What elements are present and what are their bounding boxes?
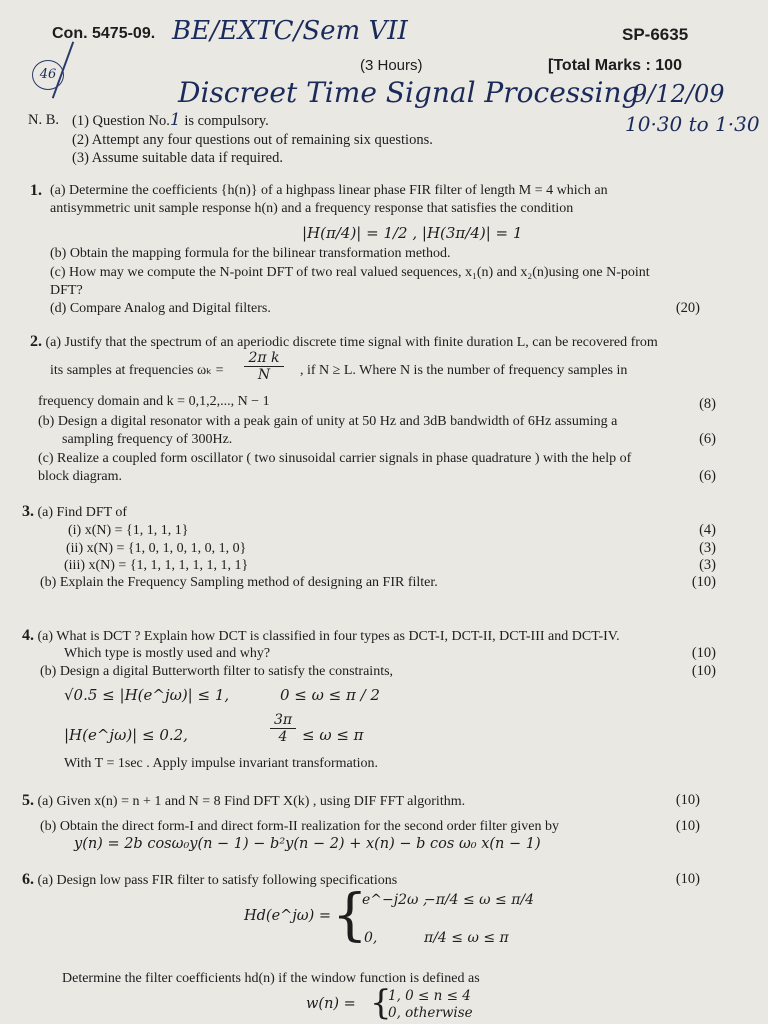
q6-hd-case2-value: 0, (364, 930, 378, 946)
q2-b-line2: sampling frequency of 300Hz. (62, 432, 233, 447)
q6-window-case1: 1, 0 ≤ n ≤ 4 (388, 988, 471, 1004)
q4-constraint-2: |H(e^jω)| ≤ 0.2, (64, 726, 188, 744)
q4-a-line2: Which type is mostly used and why? (64, 646, 271, 661)
q3-a-text: (a) Find DFT of (37, 505, 128, 520)
q5-b-equation: y(n) = 2b cosω₀y(n − 1) − b²y(n − 2) + x(n) − b cos ω₀ x(n − 1) (74, 836, 541, 852)
q6-window-label: w(n) = (306, 996, 356, 1012)
q4-a-line1 (22, 627, 620, 646)
q1-number: 1. (30, 182, 42, 199)
q5-a-text: (a) Given x(n) = n + 1 and N = 8 Find DFT X(k) , using DIF FFT algorithm. (37, 794, 466, 809)
q4-a-marks: (10) (691, 645, 716, 661)
q2-a-marks: (8) (699, 396, 716, 412)
exam-duration: (3 Hours) (360, 57, 423, 74)
note-1-text-a: (1) Question No. (72, 113, 170, 129)
exam-code: Con. 5475-09. (52, 25, 156, 42)
q2-fraction-num: 2π k (244, 350, 284, 367)
q2-c-line1: (c) Realize a coupled form oscillator ( two sinusoidal carrier signals in phase quadrature ) with the help of (38, 451, 632, 466)
q3-i-marks: (4) (699, 522, 716, 538)
q3-iii-marks: (3) (699, 557, 716, 573)
q5-a-marks: (10) (675, 792, 700, 808)
q5-b-marks: (10) (675, 818, 700, 834)
q1-b: (b) Obtain the mapping formula for the bilinear transformation method. (50, 246, 451, 261)
note-1-number: 1 (169, 110, 181, 130)
q1-a-line1: (a) Determine the coefficients {h(n)} of a highpass linear phase FIR filter of length M = 4 which an (50, 183, 608, 198)
note-3: (3) Assume suitable data if required. (72, 150, 283, 166)
q4-constraint-2-range: ≤ ω ≤ π (302, 726, 364, 744)
q1-a-condition: |H(π/4)| = 1/2 , |H(3π/4)| = 1 (302, 224, 523, 242)
exam-time-handwritten: 10·30 to 1·30 (625, 112, 760, 136)
q4-constraint-1: √0.5 ≤ |H(e^jω)| ≤ 1, (64, 686, 230, 704)
q6-number: 6. (22, 871, 34, 888)
q6-hd-label: Hd(e^jω) = (244, 908, 332, 924)
q4-fraction (270, 712, 296, 745)
q2-b-marks: (6) (699, 431, 716, 447)
note-1-text-b: is compulsory. (180, 113, 269, 129)
q6-window-case2: 0, otherwise (388, 1005, 473, 1021)
q4-fraction-num: 3π (270, 712, 296, 729)
total-marks: [Total Marks : 100 (548, 57, 682, 74)
q2-b-line1: (b) Design a digital resonator with a peak gain of unity at 50 Hz and 3dB bandwidth of 6Hz assuming a (38, 414, 618, 429)
course-handwritten: BE/EXTC/Sem VII (172, 16, 408, 46)
note-2: (2) Attempt any four questions out of remaining six questions. (72, 132, 433, 148)
q3-number: 3. (22, 503, 34, 520)
q6-a-text: (a) Design low pass FIR filter to satisfy following specifications (37, 873, 398, 888)
q2-a-line2-left: its samples at frequencies ωₖ = (50, 363, 224, 378)
note-1 (72, 111, 269, 130)
q4-c3: With T = 1sec . Apply impulse invariant transformation. (64, 756, 378, 771)
q6-hd-case1-condition: −π/4 ≤ ω ≤ π/4 (424, 892, 535, 908)
q2-fraction-den: N (257, 367, 271, 383)
q3-a (22, 503, 127, 522)
q3-ii: (ii) x(N) = {1, 0, 1, 0, 1, 0, 1, 0} (66, 541, 247, 556)
q3-b-marks: (10) (691, 574, 716, 590)
subject-handwritten: Discreet Time Signal Processing (178, 76, 640, 109)
q1-a-line2: antisymmetric unit sample response h(n) and a frequency response that satisfies the condition (50, 201, 574, 216)
q2-fraction (244, 350, 284, 383)
q1-c-line2: DFT? (50, 283, 83, 298)
q2-c-marks: (6) (699, 468, 716, 484)
circled-note-text: 46 (39, 67, 57, 82)
q6-hd-case1-value: e^−j2ω , (362, 892, 428, 908)
q2-a-line1-text: (a) Justify that the spectrum of an aperiodic discrete time signal with finite duration L, can be recovered from (45, 335, 658, 350)
notes-prefix: N. B. (28, 112, 60, 128)
q2-number: 2. (30, 333, 42, 350)
q4-number: 4. (22, 627, 34, 644)
paper-code: SP-6635 (622, 25, 689, 44)
q6-a-marks: (10) (675, 871, 700, 887)
q3-i: (i) x(N) = {1, 1, 1, 1} (68, 523, 189, 538)
q3-iii: (iii) x(N) = {1, 1, 1, 1, 1, 1, 1, 1} (64, 558, 249, 573)
q3-b: (b) Explain the Frequency Sampling method of designing an FIR filter. (40, 575, 438, 590)
q2-a-line2-right: , if N ≥ L. Where N is the number of frequency samples in (300, 363, 628, 378)
q6-window-brace: { (370, 983, 392, 1023)
q4-b-marks: (10) (691, 663, 716, 679)
q3-ii-marks: (3) (699, 540, 716, 556)
q4-fraction-den: 4 (278, 729, 288, 745)
q5-b-line1: (b) Obtain the direct form-I and direct form-II realization for the second order filter given by (40, 819, 559, 834)
q4-a-line1-text: (a) What is DCT ? Explain how DCT is classified in four types as DCT-I, DCT-II, DCT-III and DCT-IV. (37, 629, 620, 644)
q6-hd-case2-condition: π/4 ≤ ω ≤ π (424, 930, 509, 946)
q1-c-line1: (c) How may we compute the N-point DFT of two real valued sequences, x₁(n) and x₂(n)using one N-point (50, 265, 650, 280)
q6-window-text: Determine the filter coefficients hd(n) if the window function is defined as (62, 971, 480, 986)
q4-b-line1: (b) Design a digital Butterworth filter to satisfy the constraints, (40, 664, 394, 679)
q2-a-line1 (30, 333, 658, 352)
q5-number: 5. (22, 792, 34, 809)
exam-date-handwritten: 9/12/09 (632, 80, 725, 108)
q1-marks: (20) (675, 300, 700, 316)
q4-constraint-1-range: 0 ≤ ω ≤ π / 2 (280, 686, 380, 704)
q2-c-line2: block diagram. (38, 469, 122, 484)
q6-hd-brace: { (332, 883, 368, 948)
q1-d: (d) Compare Analog and Digital filters. (50, 301, 271, 316)
q5-a (22, 792, 465, 811)
q2-a-line3: frequency domain and k = 0,1,2,..., N − 1 (38, 394, 270, 409)
